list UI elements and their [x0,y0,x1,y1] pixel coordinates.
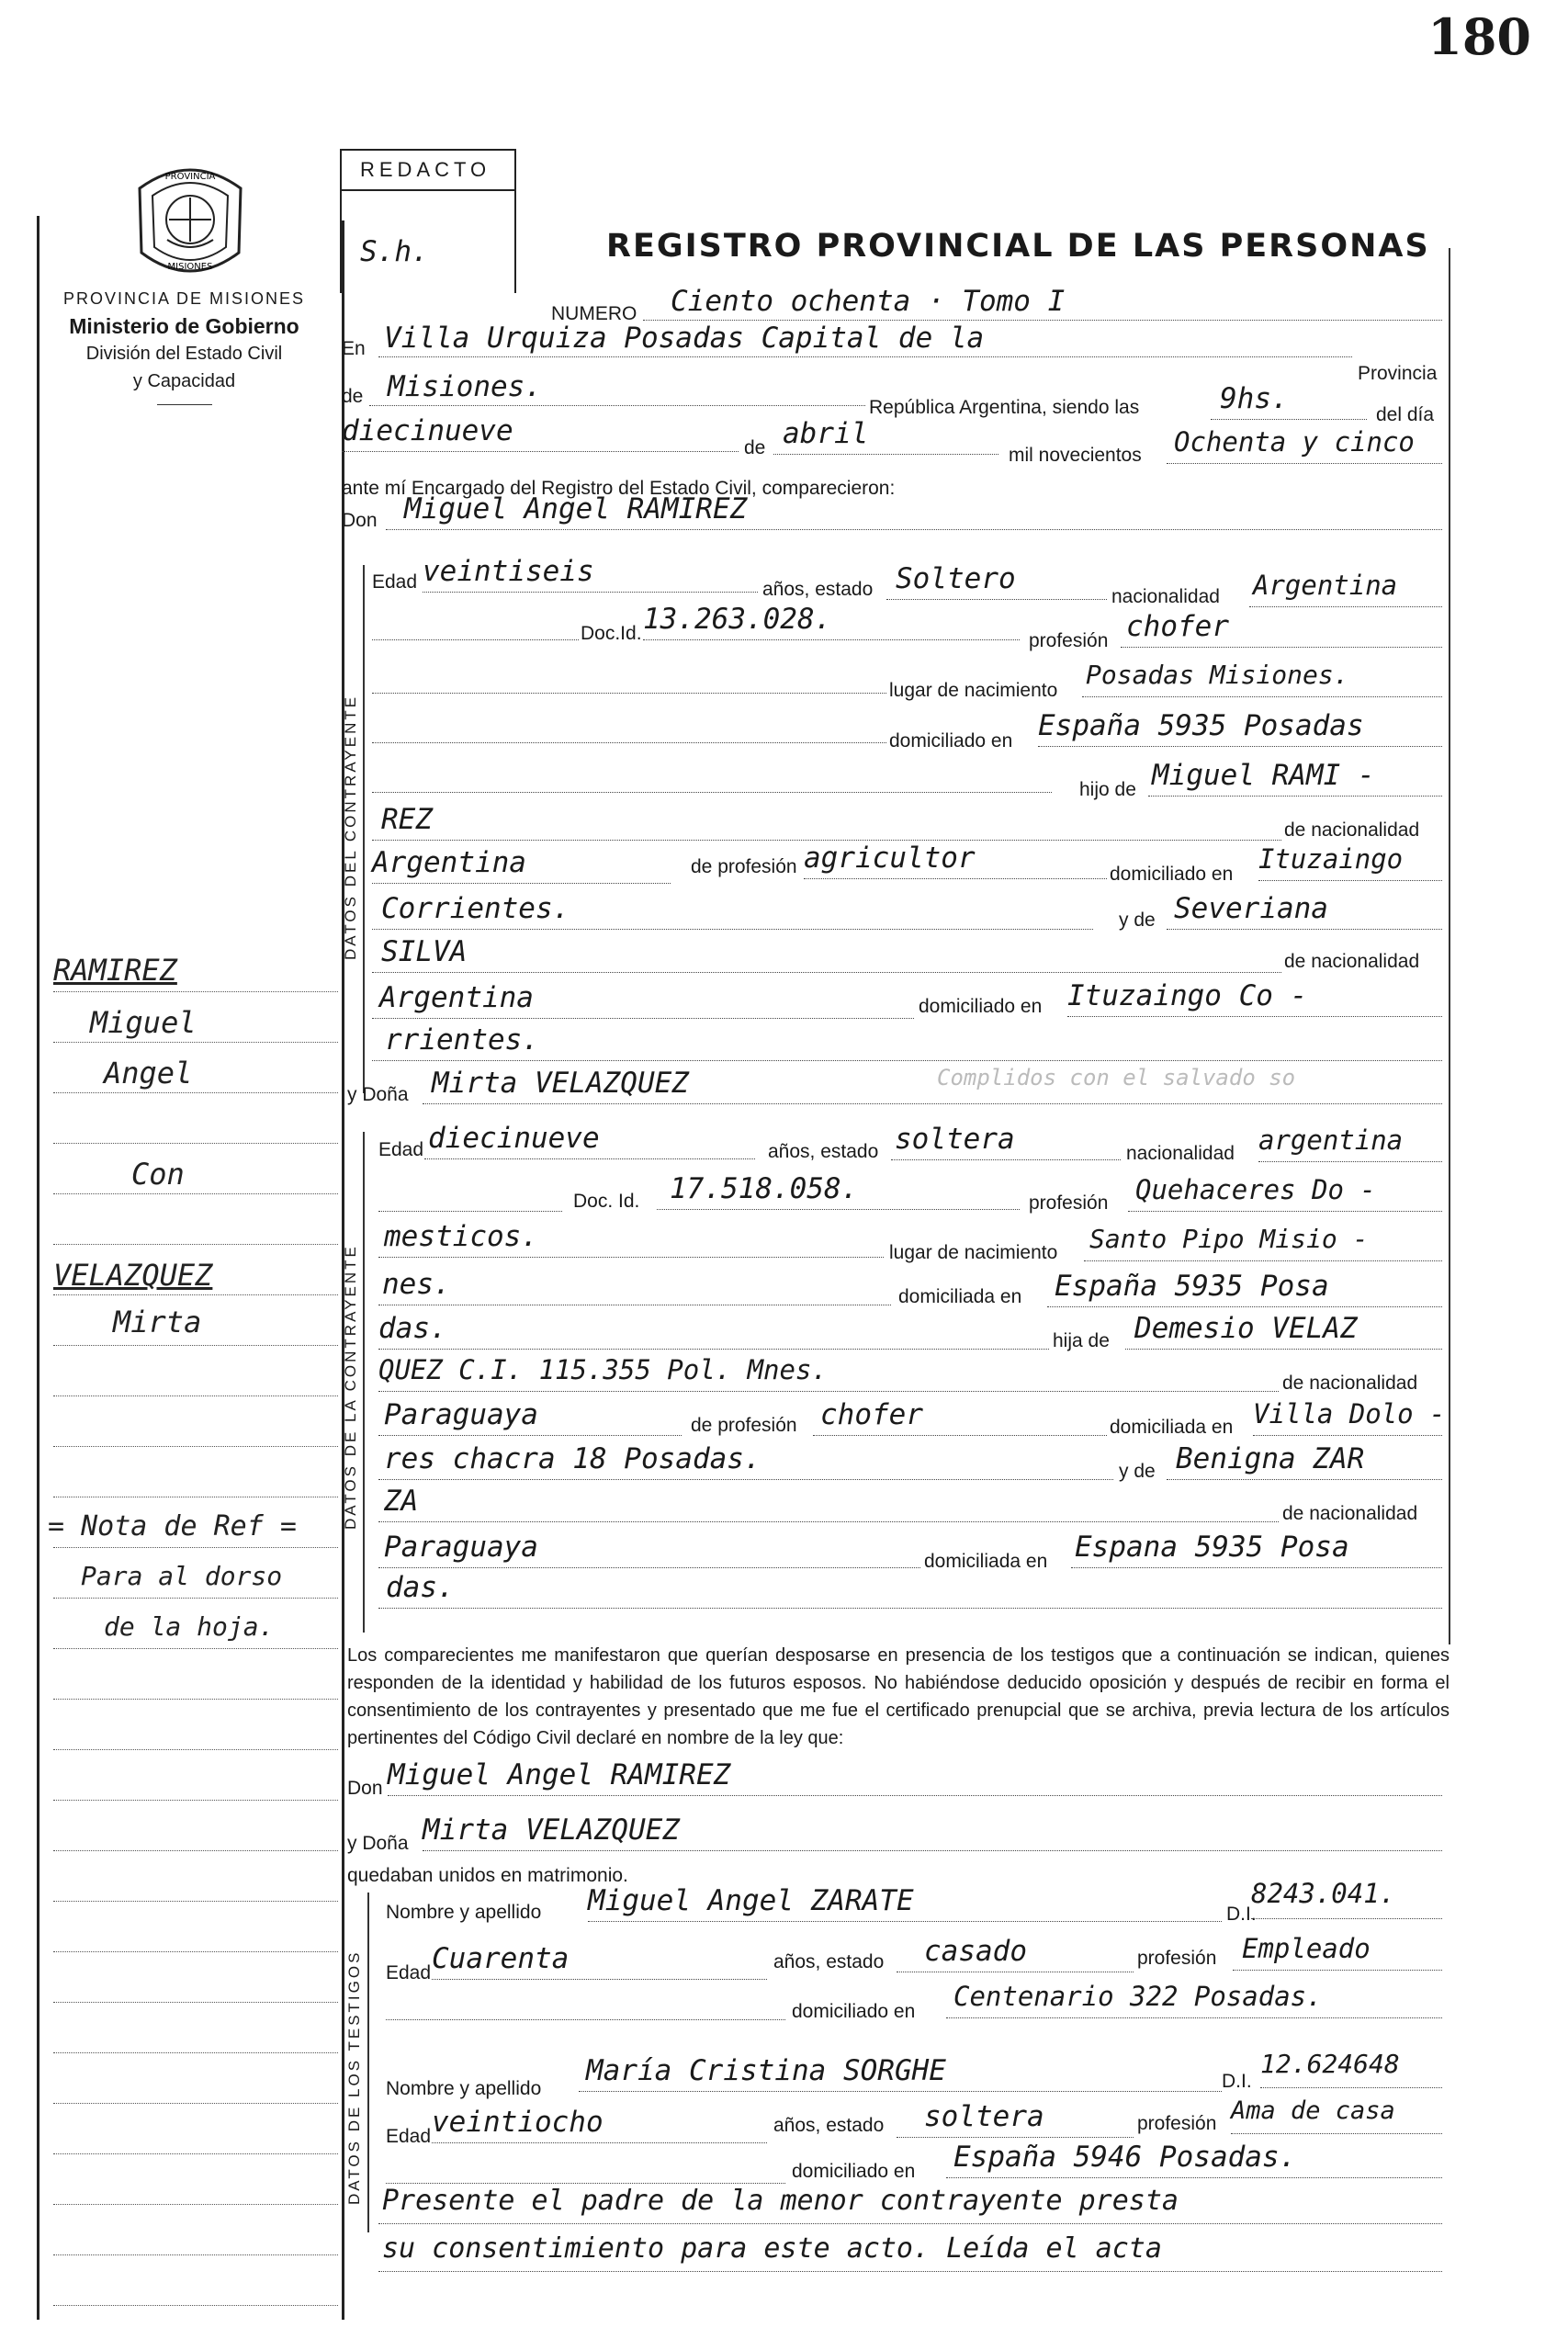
margin-line [53,951,338,992]
madre-dom-label: domiciliado en [919,996,1043,1017]
margin-line [53,2062,338,2104]
dona-field [423,1065,1442,1104]
dona-value: Mirta VELAZQUEZ [432,1067,689,1100]
margin-note-ref: = Nota de Ref = [48,1510,297,1542]
profesion-label-2: profesión [1029,1192,1109,1214]
t2-estado-field [897,2100,1134,2138]
padre-nac-field-2 [378,1398,682,1436]
margin-line [53,1658,338,1700]
anos-label-2: años, estado [768,1141,879,1162]
padre-dom-label: domiciliado en [1110,864,1234,885]
ministry-label: Ministerio de Gobierno [69,314,299,338]
right-border-rule [1449,248,1450,1644]
hija-field [1125,1312,1442,1350]
t2-nombre-label: Nombre y apellido [386,2078,542,2099]
anos-label: años, estado [762,579,874,600]
t1-edad-field [432,1942,767,1980]
hijo-field-2 [372,803,1281,841]
padre-prof-field-2 [813,1398,1107,1436]
madre-field [1167,892,1442,930]
contrayenta-side-label: DATOS DE LA CONTRAYENTE [342,1244,359,1530]
t2-dom-label: domiciliado en [792,2161,916,2182]
madre-nac-value-2: Paraguaya [384,1531,538,1564]
edad-label: Edad [372,571,418,593]
edad-value: veintiseis [423,555,594,588]
nacionalidad-field [1249,570,1442,607]
t1-dom-value: Centenario 322 Posadas. [953,1981,1323,2012]
mes-field [773,417,998,455]
padre-prof-label-2: de profesión [691,1415,797,1436]
left-header [44,285,324,405]
numero-field [643,287,1442,321]
domiciliada-field-2 [378,1312,1049,1350]
dona-label: y Doña [347,1084,409,1105]
redacto-label: REDACTO [360,158,491,181]
lugar-value-3: nes. [382,1268,451,1301]
note-text-1: Presente el padre de la menor contrayente presta [382,2185,1179,2217]
hija-value: Demesio VELAZ [1134,1312,1358,1345]
svg-text:PROVINCIA: PROVINCIA [164,172,216,182]
margin-line [53,1052,338,1093]
margin-line [48,1507,338,1548]
declaration-paragraph: Los comparecientes me manifestaron que querían desposarse en presencia de los testigos que a continuación se indican, quienes responden de la identidad y habilidad de los futuros esposos. No habiéndose deducido oposición y después de recibir en forma el consentimiento de los contrayentes y presentado que me fue el certificado prenupcial que se archiva, previa lectura de los artículos pertinentes del Código Civil declaré en nombre de la ley que: [347,1645,1450,1748]
division-label-2: y Capacidad [132,371,236,391]
redacto-box [340,149,516,293]
t1-di-label: D.I. [1226,1904,1257,1925]
lugar-value: Posadas Misiones. [1086,660,1349,690]
anio-field [1167,426,1442,464]
margin-note-con: Con [131,1157,185,1192]
testigos-side-label: DATOS DE LOS TESTIGOS [345,1949,363,2205]
del-dia-label: del día [1376,404,1435,425]
don-label: Don [342,510,378,531]
padre-prof-value-2: chofer [820,1398,923,1431]
t2-edad-label: Edad [386,2126,432,2147]
margin-line [53,1860,338,1902]
final-dona-label: y Doña [347,1833,409,1854]
margin-note-surname2: VELAZQUEZ [53,1258,213,1293]
de-nacionalidad-label-3: de nacionalidad [1282,1373,1418,1394]
hijo-field [1148,759,1442,797]
t1-nombre-field [588,1884,1222,1922]
domiciliado-label: domiciliado en [889,730,1013,751]
madre-dom-value-2: rrientes. [385,1023,539,1057]
lugar-label: lugar de nacimiento [889,680,1058,701]
lugar-label-2: lugar de nacimiento [889,1242,1058,1263]
margin-line [53,1608,338,1649]
t1-prof-label: profesión [1137,1948,1217,1969]
t1-estado-value: casado [924,1935,1027,1968]
padre-dom-value: Ituzaingo [1258,843,1404,875]
t2-nombre-field [579,2054,1222,2092]
edad-field [423,555,758,593]
profesion-value-3: mesticos. [384,1220,538,1253]
dia-value: diecinueve [342,414,513,447]
domiciliada-value-2: das. [378,1312,447,1345]
doc-field [643,603,1020,640]
t2-prof-label: profesión [1137,2113,1217,2134]
margin-note-surname: RAMIREZ [53,953,177,988]
t2-anos-label: años, estado [773,2115,885,2136]
edad-field-2 [424,1122,755,1159]
t1-edad-value: Cuarenta [432,1942,570,1975]
contrayenta-bracket [363,1132,365,1633]
hija-label: hija de [1053,1330,1110,1351]
madre-nac-field-2 [378,1531,920,1568]
madre-dom-field-2 [372,1023,1442,1061]
lugar-value-2: Santo Pipo Misio - [1089,1224,1369,1254]
margin-note-name3: Mirta [113,1305,202,1339]
domiciliada-value: España 5935 Posa [1055,1270,1329,1303]
blank-field [386,2150,785,2184]
margin-line [53,1001,338,1043]
de-nacionalidad-label-2: de nacionalidad [1284,951,1420,972]
madre-dom-value-3: Espana 5935 Posa [1075,1531,1349,1564]
margin-line [53,1759,338,1801]
madre-value-3: Benigna ZAR [1176,1442,1365,1475]
mes-value: abril [783,417,869,450]
madre-field-2 [372,935,1281,973]
blank-field [372,759,1052,793]
margin-line [53,1102,338,1144]
madre-field-3 [1167,1442,1442,1480]
provincial-seal-icon [121,152,259,289]
t2-edad-value: veintiocho [432,2106,604,2139]
hora-field [1211,382,1367,420]
madre-dom-value: Ituzaingo Co - [1067,979,1308,1012]
t1-dom-label: domiciliado en [792,2001,916,2022]
don-value: Miguel Angel RAMIREZ [404,492,748,525]
page-number: 180 [1427,7,1531,66]
domiciliado-field [1038,709,1442,747]
padre-nac-value: Argentina [372,846,526,879]
padre-dom-value-2: Corrientes. [381,892,570,925]
testigos-bracket [367,1893,369,2232]
de-nacionalidad-label: de nacionalidad [1284,819,1420,841]
faded-text: Complidos con el salvado so [937,1065,1296,1090]
nacionalidad-field-2 [1258,1124,1442,1162]
numero-label: NUMERO [551,303,637,324]
t2-di-value: 12.624648 [1260,2049,1400,2079]
blank-field [372,709,886,743]
en-label: En [342,338,366,359]
unidos-label: quedaban unidos en matrimonio. [347,1865,628,1886]
blank-field [378,1178,562,1212]
margin-note-name2: Angel [104,1056,193,1090]
y-de-label: y de [1119,910,1156,931]
mil-label: mil novecientos [1009,445,1142,466]
margin-note-name: Miguel [90,1005,197,1040]
page-title: REGISTRO PROVINCIAL DE LAS PERSONAS [606,228,1430,265]
madre-dom-field [1067,979,1442,1017]
hijo-label: hijo de [1079,779,1136,800]
t2-prof-value: Ama de casa [1231,2096,1395,2125]
lugar-field-3 [378,1268,891,1305]
nacionalidad-value: Argentina [1253,570,1398,601]
nacionalidad-value-2: argentina [1258,1124,1404,1156]
t1-di-field [1251,1878,1442,1919]
profesion-field-3 [378,1220,884,1258]
margin-line [53,1153,338,1194]
doc-label: Doc.Id. [581,623,642,644]
contrayente-side-label: DATOS DEL CONTRAYENTE [342,694,359,960]
contrayente-bracket [363,565,365,1093]
don-field [386,492,1442,530]
margin-line [53,1961,338,2003]
blank-field [372,660,886,694]
doc-field-2 [657,1172,1020,1210]
doc-value: 13.263.028. [643,603,832,636]
madre-value-4: ZA [384,1485,419,1518]
de-nacionalidad-label-4: de nacionalidad [1282,1503,1418,1524]
t2-di-label: D.I. [1222,2071,1252,2092]
padre-dom-field-3 [1253,1398,1446,1436]
de2-label: de [744,437,766,458]
madre-nac-field [372,981,914,1019]
division-label: División del Estado Civil [85,344,283,364]
nacionalidad-label-2: nacionalidad [1126,1143,1235,1164]
hora-value: 9hs. [1220,382,1289,415]
estado-field-2 [891,1123,1121,1160]
margin-line [53,2113,338,2154]
estado-value-2: soltera [895,1123,1015,1156]
note-line-1 [378,2185,1442,2224]
t1-nombre-value: Miguel Angel ZARATE [588,1884,914,1917]
t2-prof-field [1231,2096,1442,2134]
hijo-value: Miguel RAMI - [1152,759,1375,792]
header-divider [157,404,212,405]
numero-value: Ciento ochenta · Tomo I [671,285,1066,318]
margin-line [53,1406,338,1447]
svg-text:MISIONES: MISIONES [167,262,213,272]
redacto-divider [342,189,514,191]
margin-line [53,1355,338,1396]
padre-dom-field-4 [378,1442,1113,1480]
t1-nombre-label: Nombre y apellido [386,1902,542,1923]
padre-prof-label: de profesión [691,856,797,877]
lugar-field-2 [1084,1224,1442,1261]
madre-dom-label-2: domiciliada en [924,1551,1048,1572]
blank-field [386,1986,785,2020]
hijo-value-2: REZ [381,803,433,836]
doc-value-2: 17.518.058. [670,1172,859,1205]
madre-dom-value-4: das. [386,1571,455,1604]
t2-estado-value: soltera [924,2100,1044,2133]
margin-line [53,1709,338,1750]
domiciliada-field [1047,1270,1442,1307]
madre-value: Severiana [1174,892,1328,925]
de-label: de [342,386,364,407]
t1-dom-field [946,1981,1442,2018]
margin-line [53,1810,338,1851]
note-line-2 [378,2232,1442,2272]
margin-line [53,2265,338,2306]
margin-note-ref3: de la hoja. [104,1611,275,1642]
madre-dom-field-3 [1071,1531,1442,1568]
t2-edad-field [432,2106,767,2143]
t1-prof-value: Empleado [1242,1933,1371,1964]
padre-dom-value-4: res chacra 18 Posadas. [384,1442,761,1475]
margin-line [53,1456,338,1497]
t1-prof-field [1233,1933,1442,1971]
en-value: Villa Urquiza Posadas Capital de la [384,322,985,355]
t2-nombre-value: María Cristina SORGHE [586,2054,946,2087]
t1-estado-field [897,1935,1134,1972]
padre-prof-field [804,842,1107,879]
profesion-value: chofer [1126,610,1229,643]
padre-dom-label-2: domiciliada en [1110,1417,1234,1438]
republica-label: República Argentina, siendo las [869,397,1140,418]
en-field [378,323,1352,357]
madre-dom-field-4 [378,1571,1442,1609]
padre-nac-field [372,846,671,884]
dia-field [342,414,739,452]
final-dona-field [423,1814,1442,1851]
doc-label-2: Doc. Id. [573,1191,640,1212]
left-column-rule [37,216,39,2320]
t1-di-value: 8243.041. [1251,1878,1396,1909]
madre-value-2: SILVA [381,935,468,968]
margin-line [53,1305,338,1346]
t2-dom-value: España 5946 Posadas. [953,2141,1297,2174]
final-don-label: Don [347,1778,383,1799]
padre-dom-field [1258,843,1442,881]
anio-value: Ochenta y cinco [1174,426,1415,458]
margin-line [53,1557,338,1599]
t1-edad-label: Edad [386,1962,432,1983]
margin-line [53,2214,338,2255]
note-text-2: su consentimiento para este acto. Leída el acta [382,2232,1162,2265]
de-field [369,372,865,406]
estado-value: Soltero [896,562,1016,595]
margin-line [53,1911,338,1952]
hija-value-2: QUEZ C.I. 115.355 Pol. Mnes. [378,1354,828,1385]
provincia-label: Provincia [1358,363,1438,384]
edad-label-2: Edad [378,1139,424,1160]
profesion-field-2 [1128,1174,1442,1212]
lugar-field [1082,660,1442,697]
de-value: Misiones. [388,370,542,403]
padre-nac-value-2: Paraguaya [384,1398,538,1431]
final-dona-value: Mirta VELAZQUEZ [423,1814,680,1847]
redacto-value: S.h. [360,235,429,268]
t1-anos-label: años, estado [773,1951,885,1972]
profesion-field [1121,610,1442,648]
estado-field [886,562,1107,600]
padre-dom-field-2 [372,892,1093,930]
margin-line [53,1203,338,1245]
t2-di-field [1260,2049,1442,2088]
province-label: PROVINCIA DE MISIONES [62,289,306,308]
y-de-label-2: y de [1119,1461,1156,1482]
t2-dom-field [946,2141,1442,2178]
blank-field [372,606,579,640]
final-don-field [388,1758,1442,1796]
margin-line [53,2164,338,2205]
madre-field-4 [378,1485,1279,1522]
profesion-label: profesión [1029,630,1109,651]
madre-nac-value: Argentina [379,981,534,1014]
margin-line [53,2012,338,2053]
final-don-value: Miguel Angel RAMIREZ [388,1758,731,1791]
profesion-value-2: Quehaceres Do - [1135,1174,1376,1205]
margin-line [53,1254,338,1295]
padre-dom-value-3: Villa Dolo - [1253,1398,1446,1429]
domiciliada-label: domiciliada en [898,1286,1022,1307]
margin-note-ref2: Para al dorso [81,1561,283,1591]
hija-field-2 [378,1354,1279,1392]
padre-prof-value: agricultor [804,842,976,875]
nacionalidad-label: nacionalidad [1111,586,1220,607]
domiciliado-value: España 5935 Posadas [1038,709,1364,742]
ante-label: ante mí Encargado del Registro del Estado Civil, comparecieron: [342,478,896,499]
edad-value-2: diecinueve [428,1122,600,1155]
